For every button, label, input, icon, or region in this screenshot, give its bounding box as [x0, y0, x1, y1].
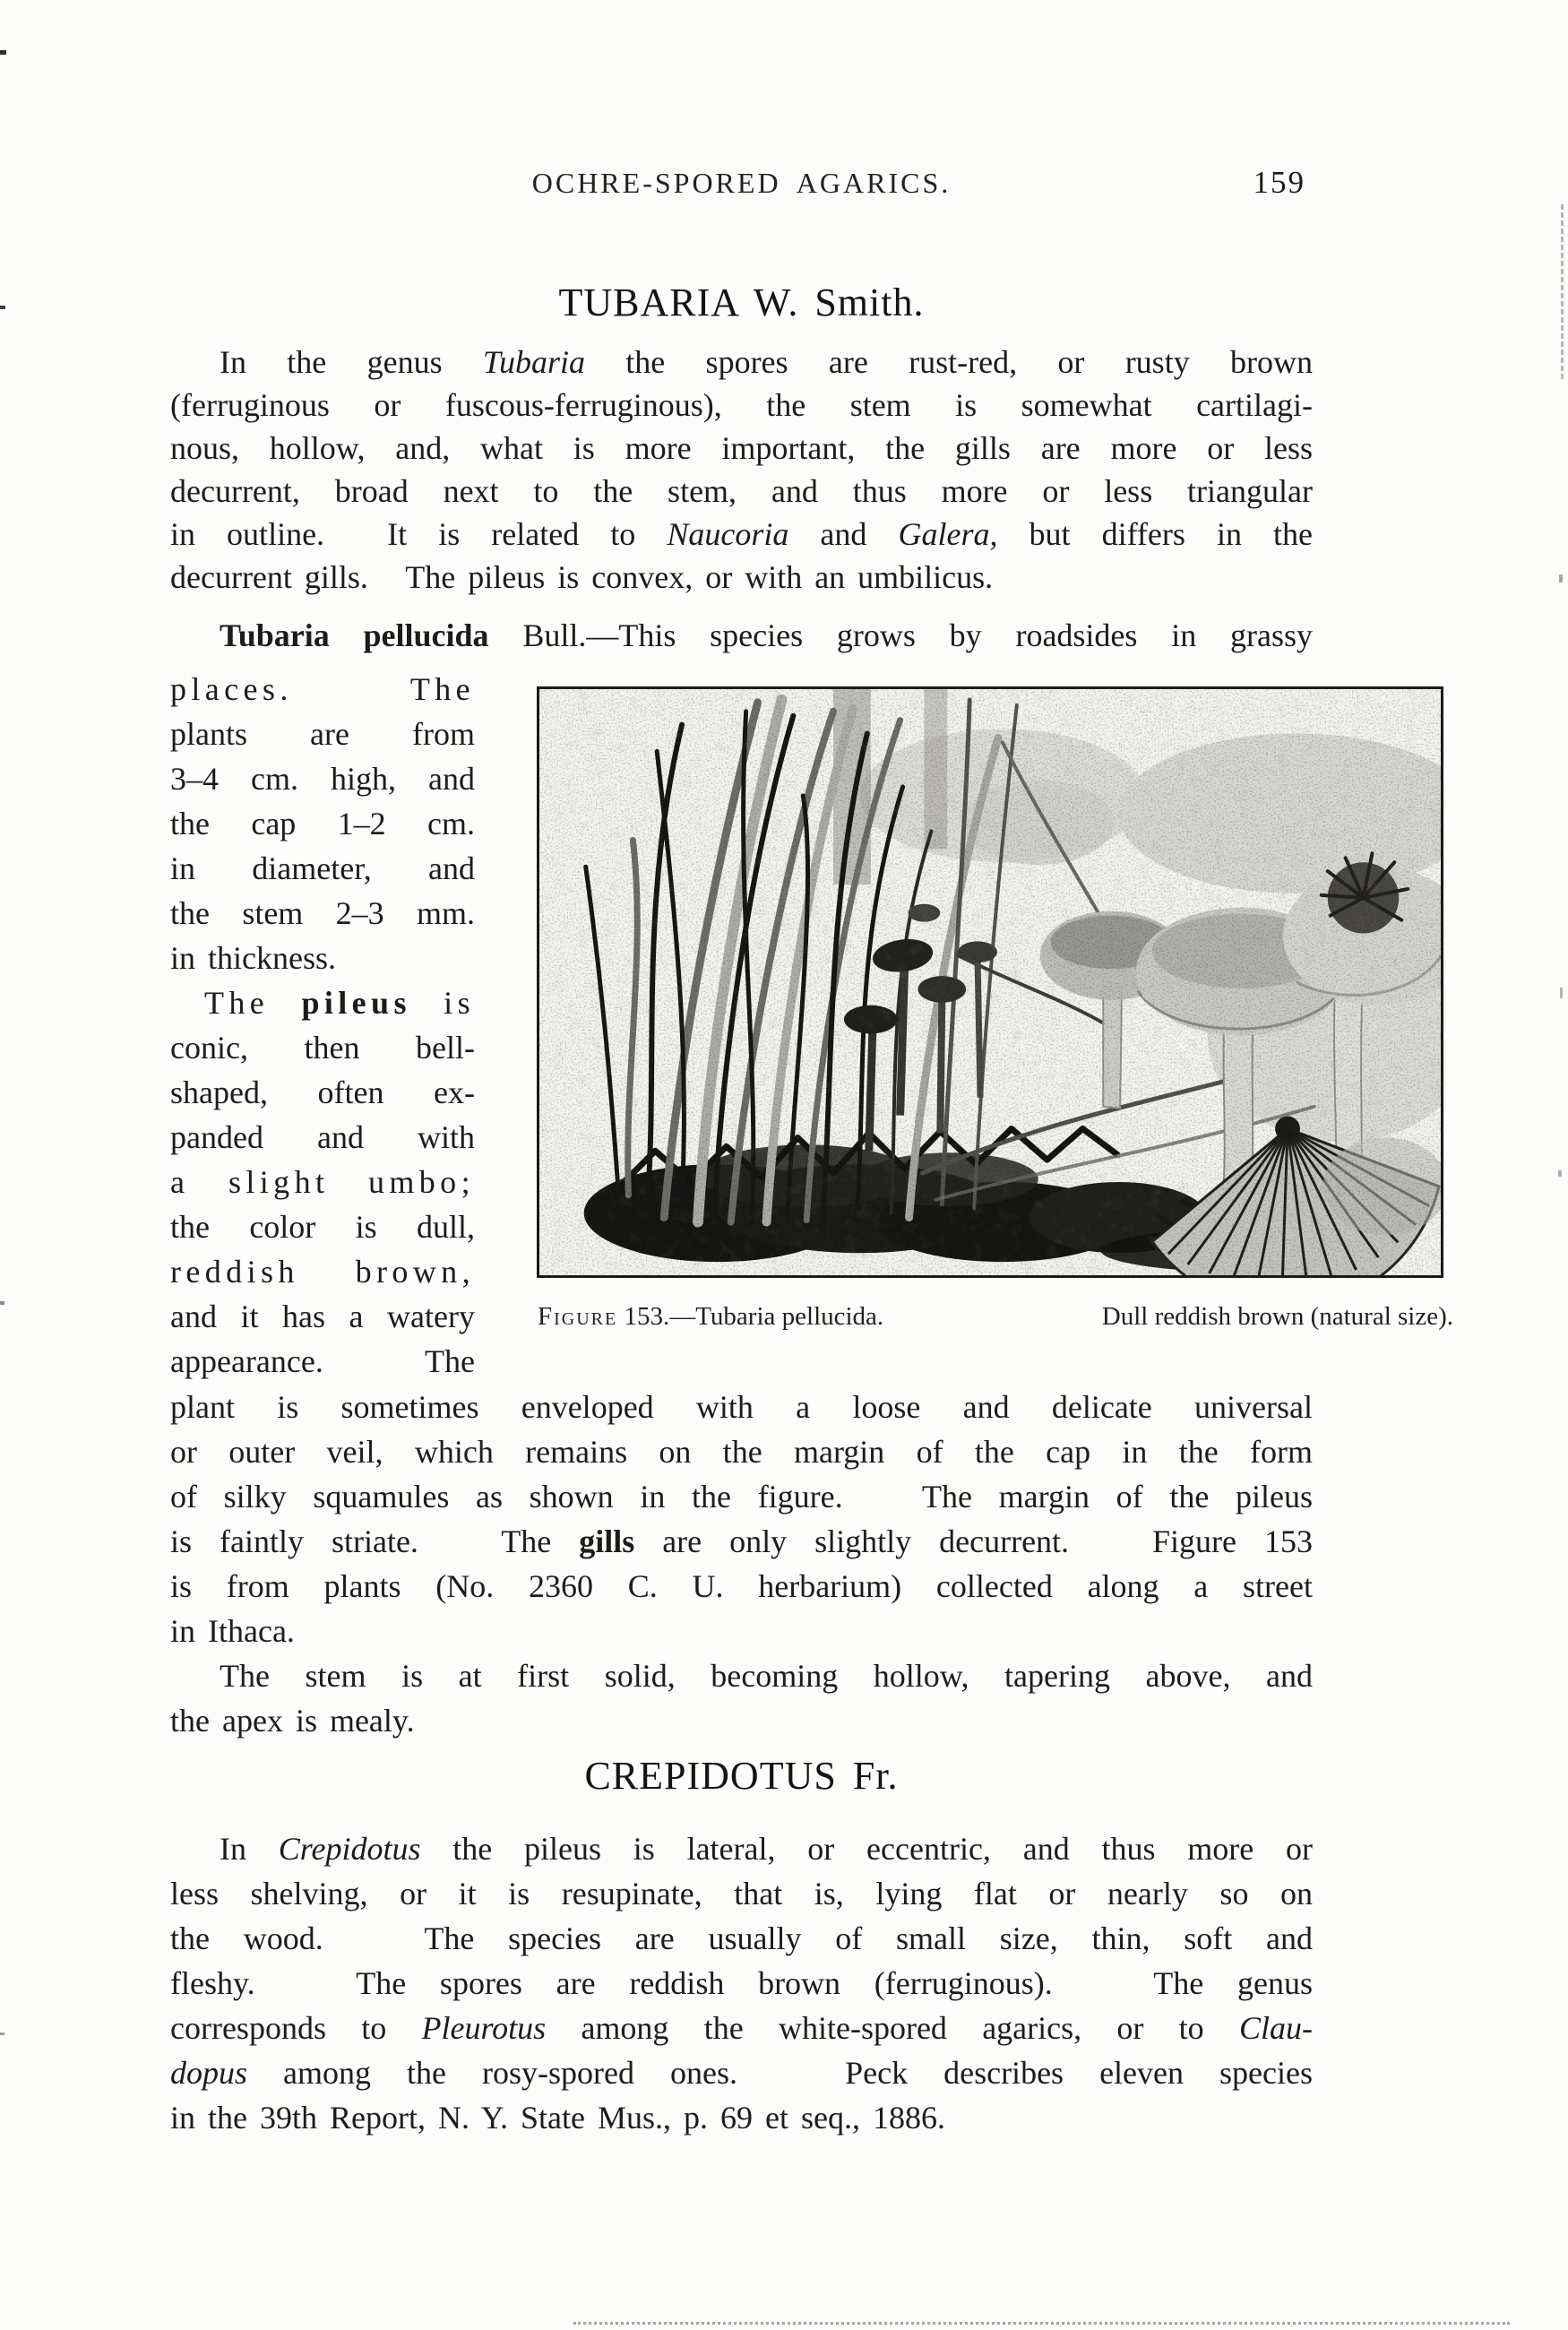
paragraph-stem — [170, 1653, 1313, 1743]
scan-artifact-right-mark — [1560, 988, 1563, 998]
text-line: Tubaria pellucida Bull.—This species grows by roadsides in grassy — [220, 617, 1313, 653]
figure-153 — [537, 686, 1443, 1278]
text-line: In the genus Tubaria the spores are rust-red, or rusty brown — [220, 344, 1313, 380]
paragraph-crepidotus — [170, 1826, 1313, 2140]
section-title-tubaria: TUBARIA W. Smith. — [558, 280, 925, 324]
halftone-grain-layer — [539, 689, 1441, 1275]
paragraph-species-intro — [170, 613, 1313, 658]
paragraph-tubaria-genus — [170, 341, 1313, 599]
paragraph-veil — [170, 1385, 1313, 1653]
text-line: the cap 1–2 cm. — [170, 806, 475, 841]
text-line: and it has a watery — [170, 1299, 475, 1334]
left-text-column — [170, 667, 475, 1384]
figure-caption-title: Figure 153.—Tubaria pellucida. — [538, 1302, 884, 1331]
text-line: In Crepidotus the pileus is lateral, or eccentric, and thus more or — [220, 1831, 1314, 1867]
text-line: in Ithaca. — [170, 1613, 295, 1649]
text-line: shaped, often ex- — [170, 1074, 475, 1110]
scan-artifact-right-mark — [1559, 574, 1563, 582]
text-line: a slight umbo; — [170, 1164, 475, 1200]
text-line: the apex is mealy. — [170, 1703, 415, 1739]
figure-caption — [538, 1299, 1453, 1333]
scan-artifact-left-tick — [0, 2032, 4, 2035]
text-line: appearance. The — [170, 1343, 475, 1379]
text-line: in the 39th Report, N. Y. State Mus., p. 69 et seq., 1886. — [170, 2100, 945, 2136]
text-line: the wood. The species are usually of small size, thin, soft and — [170, 1920, 1313, 1956]
scan-artifact-right-dashes — [1561, 204, 1564, 379]
scan-artifact-bottom-dots — [573, 2322, 1510, 2325]
text-line: corresponds to Pleurotus among the white-spored agarics, or to Clau- — [170, 2010, 1313, 2046]
text-line: or outer veil, which remains on the margin of the cap in the form — [170, 1434, 1313, 1470]
figure-caption-description: Dull reddish brown (natural size). — [1101, 1302, 1453, 1331]
text-line: reddish brown, — [170, 1254, 475, 1290]
text-line: the color is dull, — [170, 1209, 475, 1245]
text-line: plants are from — [170, 716, 475, 752]
text-line: in outline. It is related to Naucoria and Galera, but differs in the — [170, 516, 1313, 552]
text-line: places. The — [170, 671, 475, 707]
page-header — [170, 167, 1313, 208]
text-line: in diameter, and — [170, 850, 475, 886]
text-line: panded and with — [170, 1119, 475, 1155]
figure-153-illustration — [539, 689, 1441, 1275]
text-line: dopus among the rosy-spored ones. Peck describes eleven species — [170, 2055, 1313, 2091]
text-line: plant is sometimes enveloped with a loose and delicate universal — [170, 1389, 1313, 1425]
text-line: fleshy. The spores are reddish brown (ferruginous). The genus — [170, 1965, 1313, 2001]
text-line: The pileus is — [204, 985, 475, 1021]
text-line: conic, then bell- — [170, 1030, 475, 1066]
text-line: of silky squamules as shown in the figure. The margin of the pileus — [170, 1479, 1313, 1514]
text-line: decurrent, broad next to the stem, and thus more or less triangular — [170, 473, 1313, 509]
text-line: less shelving, or it is resupinate, that is, lying flat or nearly so on — [170, 1876, 1313, 1911]
scan-artifact-right-mark — [1558, 1170, 1562, 1177]
section-title-crepidotus: CREPIDOTUS Fr. — [584, 1754, 899, 1798]
text-line: (ferruginous or fuscous-ferruginous), the stem is somewhat cartilagi- — [170, 387, 1313, 423]
scan-artifact-left-tick — [0, 50, 6, 55]
text-line: The stem is at first solid, becoming hollow, tapering above, and — [220, 1658, 1313, 1694]
running-title: OCHRE-SPORED AGARICS. — [531, 167, 952, 199]
scan-artifact-left-tick — [0, 306, 5, 309]
text-line: the stem 2–3 mm. — [170, 895, 475, 931]
text-line: is from plants (No. 2360 C. U. herbarium) collected along a street — [170, 1568, 1313, 1604]
page-number: 159 — [1253, 165, 1305, 200]
text-line: in thickness. — [170, 940, 336, 976]
scan-artifact-left-tick — [0, 1301, 4, 1305]
text-line: is faintly striate. The gills are only slightly decurrent. Figure 153 — [170, 1523, 1313, 1559]
text-line: 3–4 cm. high, and — [170, 761, 475, 797]
text-line: decurrent gills. The pileus is convex, or with an umbilicus. — [170, 559, 994, 595]
text-line: nous, hollow, and, what is more important, the gills are more or less — [170, 430, 1313, 466]
